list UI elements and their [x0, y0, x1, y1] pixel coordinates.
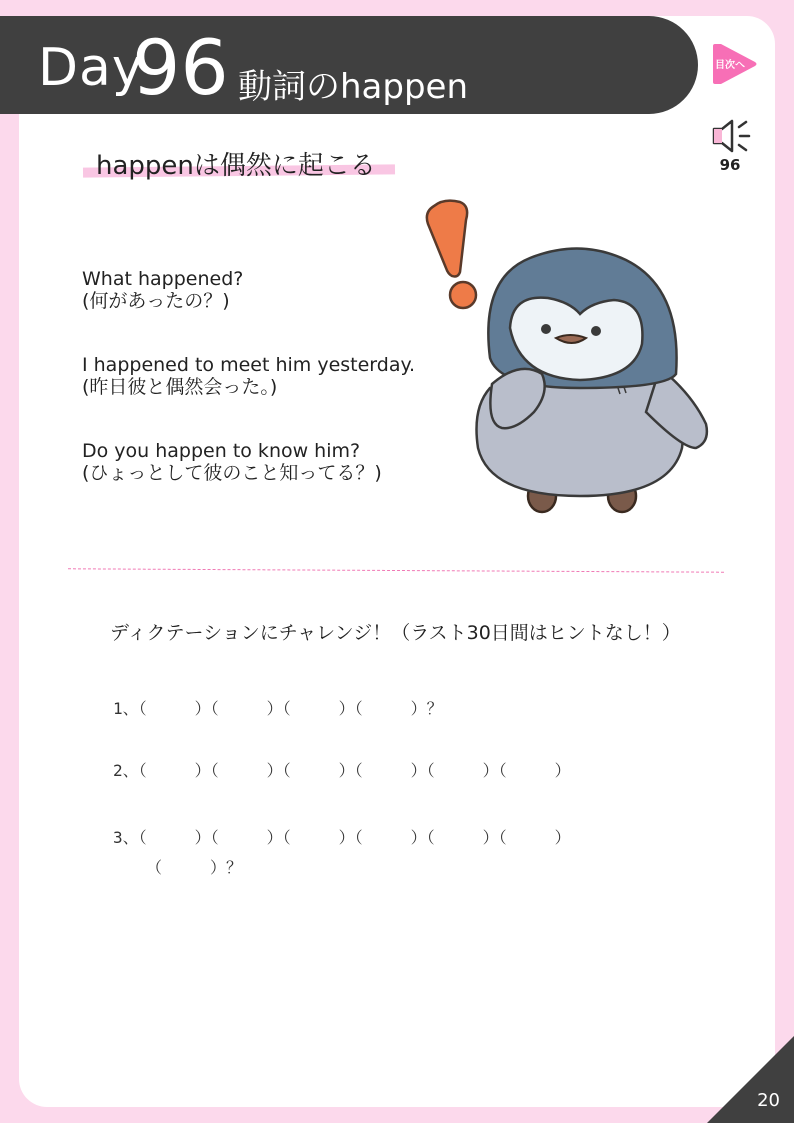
speaker-icon[interactable]: [710, 117, 754, 157]
day-number: 96: [132, 23, 229, 112]
toc-button[interactable]: [711, 42, 759, 86]
day-banner: [0, 16, 698, 114]
page-corner: [707, 1036, 794, 1123]
example-3-ja: (ひょっとして彼のこと知ってる？): [82, 462, 382, 484]
example-3: [82, 440, 382, 484]
dictation-question-3-continued[interactable]: （ ）？: [146, 858, 243, 877]
verb-title: 動詞のhappen: [238, 67, 469, 107]
dictation-question-2[interactable]: 2、（ ）（ ）（ ）（ ）（ ）（ ）: [113, 761, 571, 780]
dictation-title: ディクテーションにチャレンジ！（ラスト30日間はヒントなし！）: [110, 622, 681, 644]
example-2-en: I happened to meet him yesterday.: [82, 354, 416, 376]
example-1-en: What happened?: [82, 268, 244, 290]
exclamation-icon: [427, 201, 476, 308]
example-2: [82, 354, 415, 398]
example-3-en: Do you happen to know him?: [82, 440, 361, 462]
penguin-body: [477, 248, 707, 512]
example-1-ja: (何があったの？): [82, 290, 230, 312]
dictation-question-3[interactable]: 3、（ ）（ ）（ ）（ ）（ ）（ ）: [113, 828, 571, 847]
toc-label: 目次へ: [715, 60, 745, 71]
page-number: 20: [757, 1090, 780, 1111]
example-2-ja: (昨日彼と偶然会った。): [82, 376, 278, 398]
dictation-question-1[interactable]: 1、（ ）（ ）（ ）（ ）？: [113, 699, 443, 718]
section-subtitle: happenは偶然に起こる: [96, 151, 376, 181]
penguin-illustration: [420, 198, 720, 520]
audio-track-number: 96: [719, 156, 741, 174]
example-1: [82, 268, 243, 312]
day-prefix: Day: [38, 38, 144, 98]
